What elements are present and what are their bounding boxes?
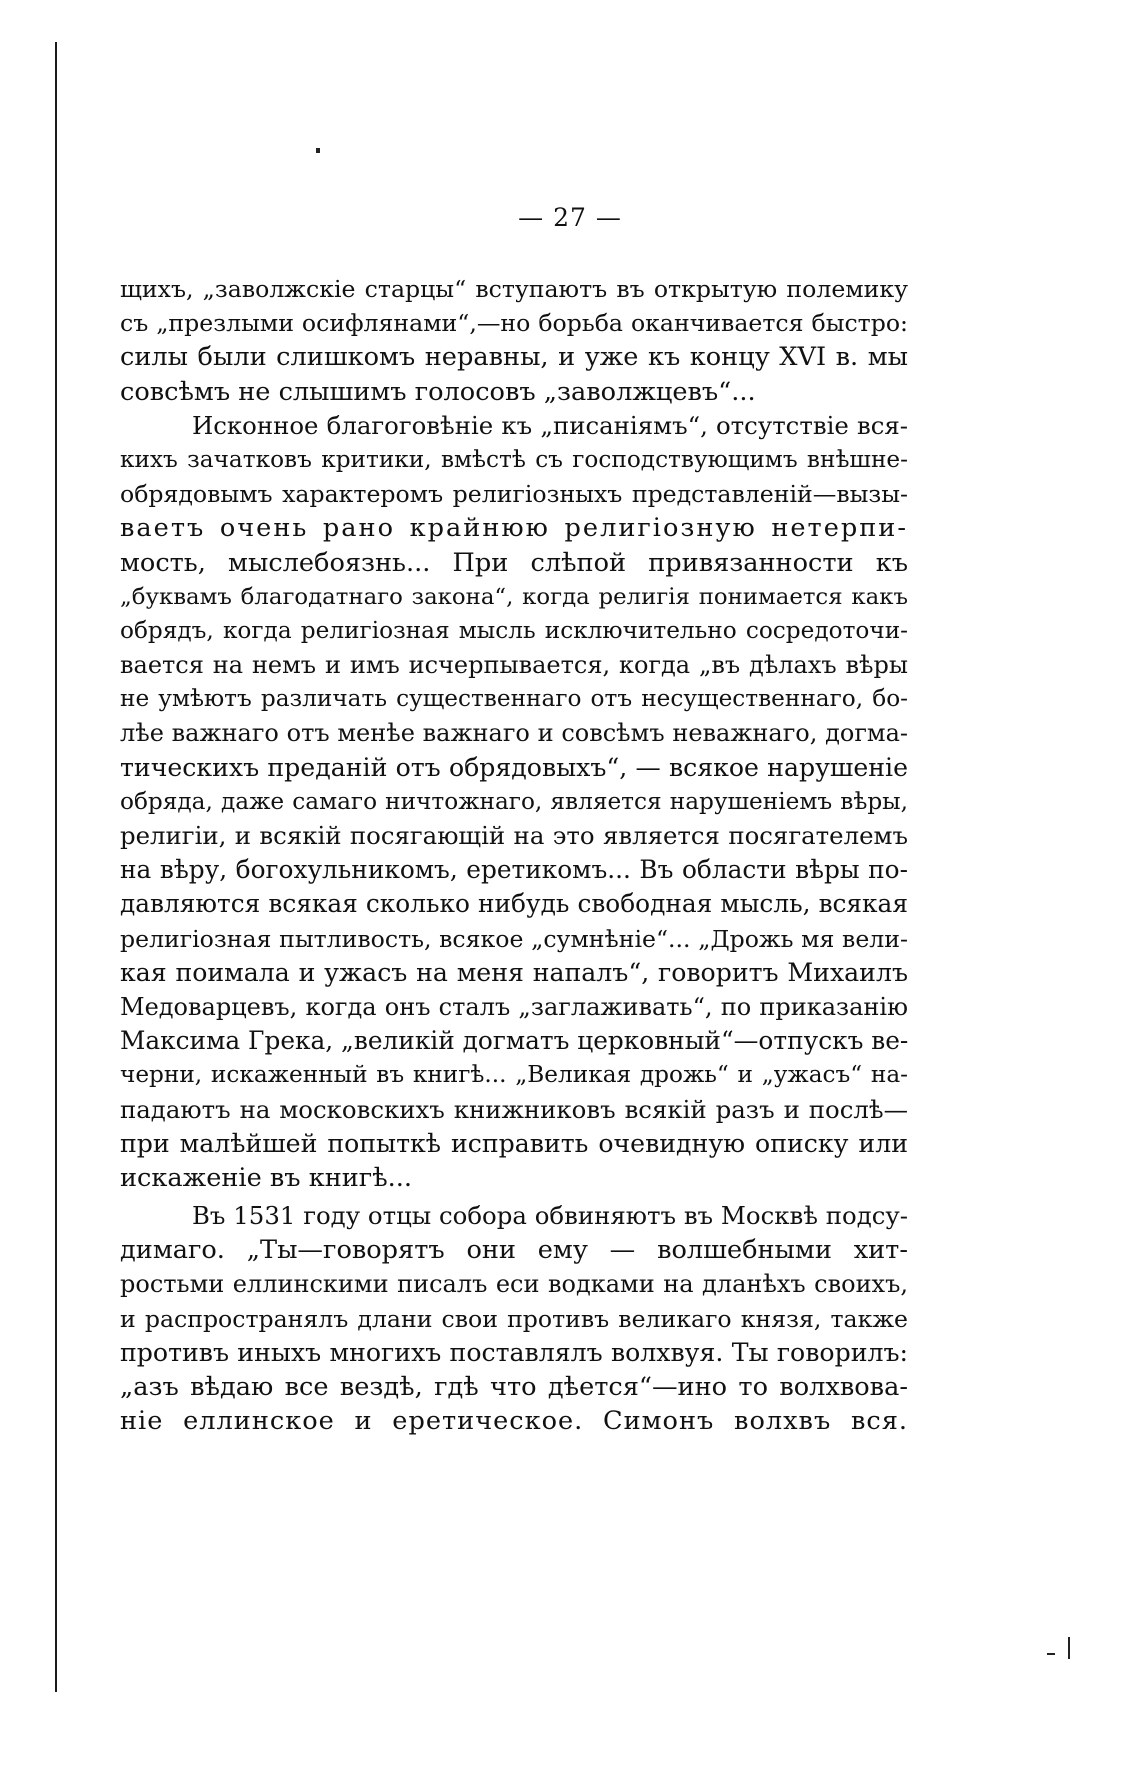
text-line: вается на немъ и имъ исчерпывается, когда „въ дѣлахъ вѣры xyxy=(120,651,908,680)
body-text xyxy=(120,272,908,1438)
text-line: и распространялъ длани свои противъ великаго князя, также xyxy=(120,1304,908,1333)
page-edge-line xyxy=(55,42,57,1692)
text-line: совсѣмъ не слышимъ голосовъ „заволжцевъ“... xyxy=(120,376,756,407)
text-line: ваетъ очень рано крайнюю религіозную нетерпи- xyxy=(120,513,908,544)
text-line: димаго. „Ты—говорятъ они ему — волшебными хит- xyxy=(120,1235,908,1266)
text-line: щихъ, „заволжскіе старцы“ вступаютъ въ открытую полемику xyxy=(120,275,908,303)
text-line: кихъ зачатковъ критики, вмѣстѣ съ господствующимъ внѣшне- xyxy=(120,445,908,473)
text-line: религіи, и всякій посягающій на это является посягателемъ xyxy=(120,821,908,850)
text-line: тическихъ преданій отъ обрядовыхъ“, — всякое нарушеніе xyxy=(120,752,908,782)
page-number: — 27 — xyxy=(518,203,622,232)
text-line: давляются всякая сколько нибудь свободная мысль, всякая xyxy=(120,889,908,919)
text-line: религіозная пытливость, всякое „сумнѣніе“... „Дрожь мя вели- xyxy=(120,924,908,953)
text-line: Медоварцевъ, когда онъ сталъ „заглаживать“, по приказанію xyxy=(120,992,908,1021)
text-line: Исконное благоговѣніе къ „писаніямъ“, отсутствіе вся- xyxy=(192,410,908,440)
text-line: обрядъ, когда религіозная мысль исключительно сосредоточи- xyxy=(120,616,908,644)
text-line: силы были слишкомъ неравны, и уже къ концу XVI в. мы xyxy=(120,342,908,373)
text-line: обрядовымъ характеромъ религіозныхъ представленій—вызы- xyxy=(120,480,908,509)
text-line: „азъ вѣдаю все вездѣ, гдѣ что дѣется“—ино то волхвова- xyxy=(120,1372,908,1402)
scan-speck xyxy=(1047,1653,1055,1655)
scan-speck xyxy=(316,148,320,153)
scan-speck xyxy=(1068,1637,1070,1659)
text-line: не умѣютъ различать существеннаго отъ несущественнаго, бо- xyxy=(120,685,908,713)
text-line: Въ 1531 году отцы собора обвиняютъ въ Москвѣ подсу- xyxy=(192,1201,908,1231)
text-line: противъ иныхъ многихъ поставлялъ волхвуя. Ты говорилъ: xyxy=(120,1337,908,1367)
text-line: падаютъ на московскихъ книжниковъ всякій разъ и послѣ— xyxy=(120,1094,908,1124)
text-line: на вѣру, богохульникомъ, еретикомъ... Въ области вѣры по- xyxy=(120,855,908,885)
text-line: съ „презлыми осифлянами“,—но борьба оканчивается быстро: xyxy=(120,309,908,338)
text-line: ростьми еллинскими писалъ еси водками на дланѣхъ своихъ, xyxy=(120,1270,908,1299)
text-line: черни, искаженный въ книгѣ... „Великая дрожь“ и „ужасъ“ на- xyxy=(120,1061,908,1089)
text-line: „буквамъ благодатнаго закона“, когда религія понимается какъ xyxy=(120,583,908,610)
text-line: кая поимала и ужасъ на меня напалъ“, говоритъ Михаилъ xyxy=(120,957,908,987)
text-line: лѣе важнаго отъ менѣе важнаго и совсѣмъ неважнаго, догма- xyxy=(120,719,908,748)
text-line: Максима Грека, „великій догматъ церковный“—отпускъ ве- xyxy=(120,1026,909,1056)
text-line: мость, мыслебоязнь... При слѣпой привязанности къ xyxy=(120,547,908,578)
text-line: при малѣйшей попыткѣ исправить очевидную описку или xyxy=(120,1128,908,1158)
text-line: обряда, даже самаго ничтожнаго, является нарушеніемъ вѣры, xyxy=(120,787,908,815)
text-line: искаженіе въ книгѣ... xyxy=(120,1162,413,1193)
text-line: ніе еллинское и еретическое. Симонъ волхвъ вся. xyxy=(120,1406,908,1437)
